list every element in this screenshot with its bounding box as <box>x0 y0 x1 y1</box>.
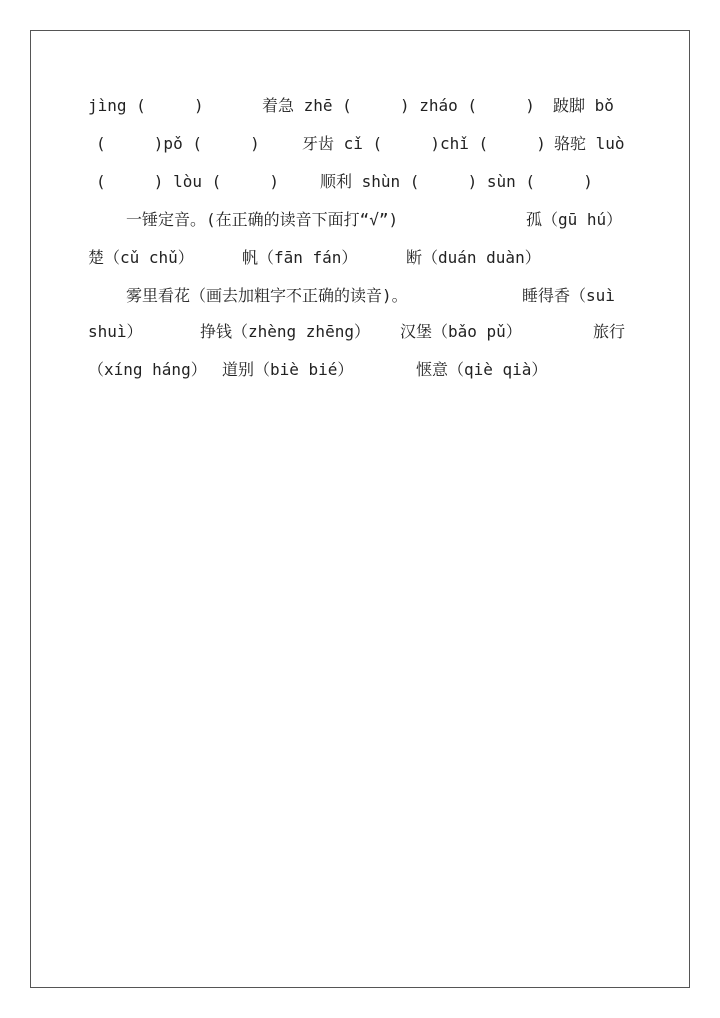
segment-lvxing: 旅行 <box>593 322 626 341</box>
segment-daobie: 道别（biè bié） <box>222 360 354 379</box>
segment-shui: shuì） <box>88 322 143 341</box>
segment-shunli: 顺利 shùn ( ) sùn ( ) <box>320 172 593 191</box>
segment-zhaoji: 着急 zhē ( ) zháo ( ) <box>262 96 535 115</box>
line-1 <box>88 92 648 120</box>
segment-duan: 断（duán duàn） <box>406 248 541 267</box>
segment-fan: 帆（fān fán） <box>242 248 358 267</box>
segment-yachi: 牙齿 cǐ ( )chǐ ( ) <box>302 134 546 153</box>
segment-po: ( )pǒ ( ) <box>96 134 260 153</box>
line-6 <box>88 282 648 310</box>
segment-luotuo: 骆驼 luò <box>554 134 625 153</box>
segment-wuli-instruction: 雾里看花（画去加粗字不正确的读音)。 <box>126 286 408 305</box>
segment-chu: 楚（cǔ chǔ） <box>88 248 194 267</box>
segment-shuidexiang: 睡得香（suì <box>522 286 615 305</box>
segment-xingHang: （xíng háng） <box>88 360 207 379</box>
segment-hanbao: 汉堡（bǎo pǔ） <box>400 322 522 341</box>
segment-lou: ( ) lòu ( ) <box>96 172 280 191</box>
line-3 <box>88 168 648 196</box>
segment-qieyi: 惬意（qiè qià） <box>416 360 548 379</box>
line-4 <box>88 206 648 234</box>
segment-gu: 孤（gū hú） <box>526 210 623 229</box>
line-7 <box>88 318 648 346</box>
segment-yichui-instruction: 一锤定音。(在正确的读音下面打“√”) <box>126 210 399 229</box>
segment-zhengqian: 挣钱（zhèng zhēng） <box>200 322 370 341</box>
segment-bojiao: 跛脚 bǒ <box>553 96 614 115</box>
line-5 <box>88 244 648 272</box>
segment-jing: jìng ( ) <box>88 96 204 115</box>
line-2 <box>88 130 648 158</box>
line-8 <box>88 356 648 384</box>
